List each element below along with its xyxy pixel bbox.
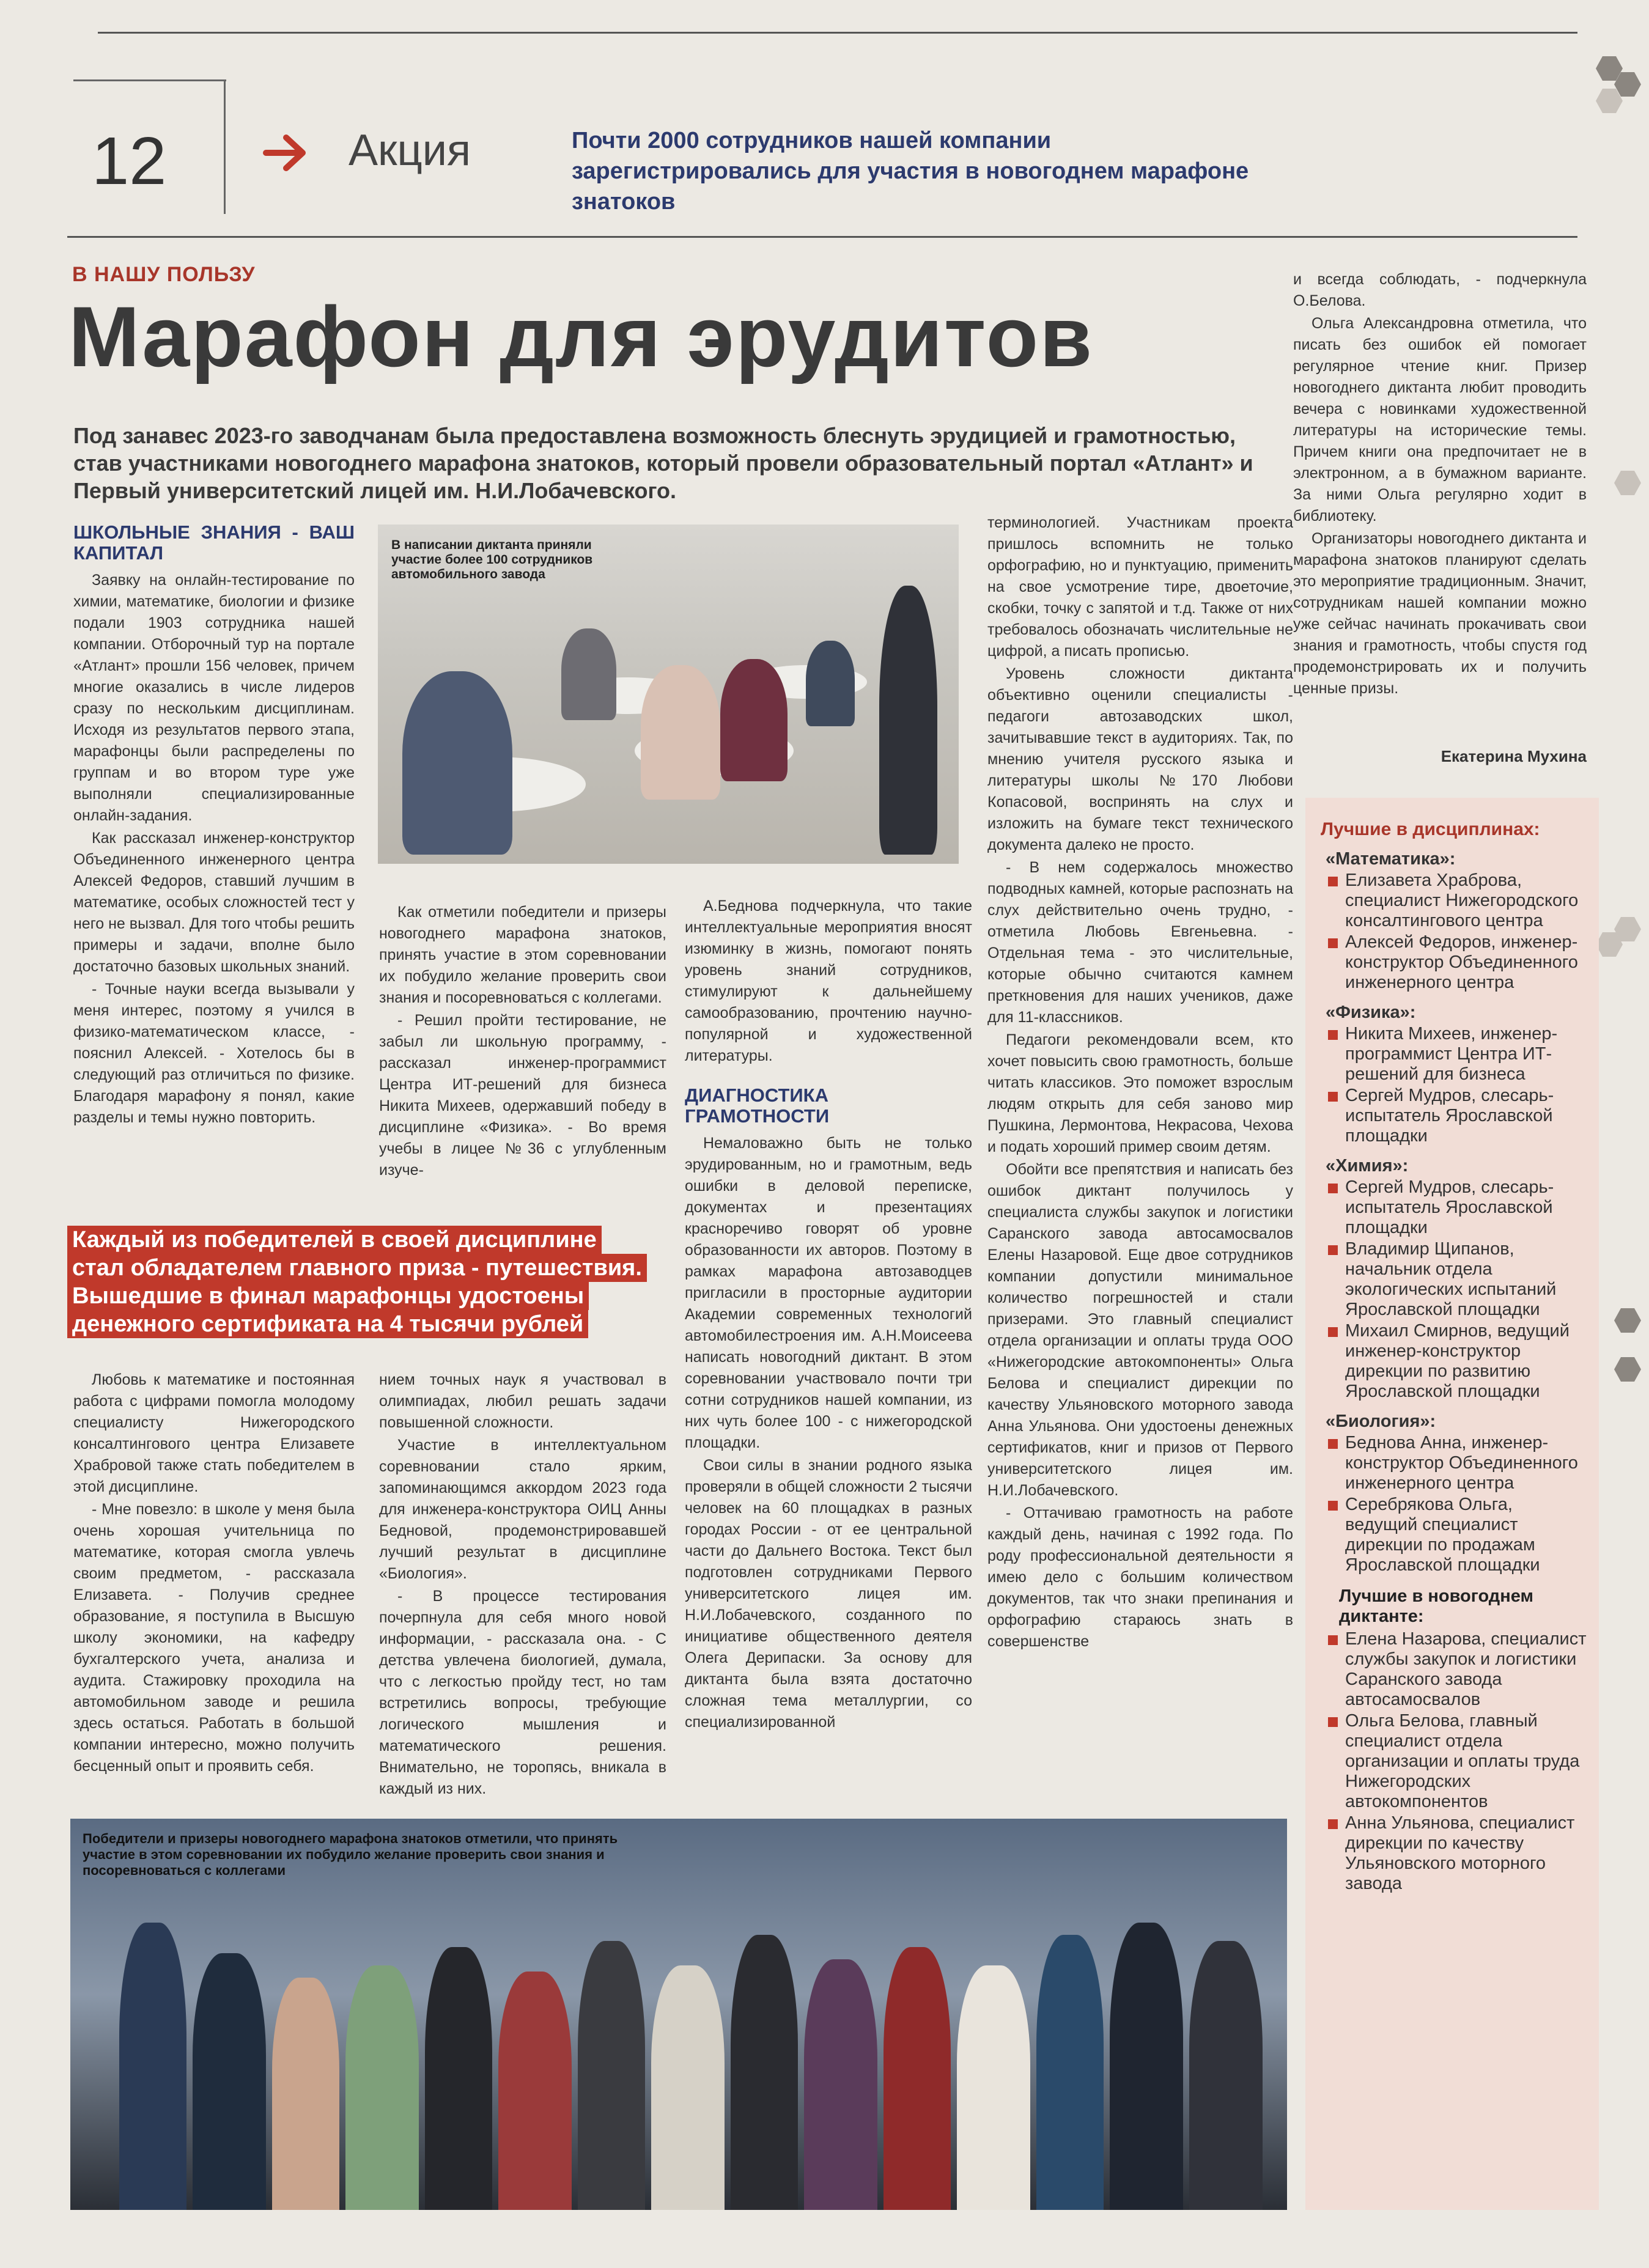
winner-item: Алексей Федоров, инженер-конструктор Объединенного инженерного центра bbox=[1321, 932, 1590, 993]
winner-item: Анна Ульянова, специалист дирекции по качеству Ульяновского моторного завода bbox=[1321, 1813, 1590, 1894]
winner-item: Елизавета Храброва, специалист Нижегородского консалтингового центра bbox=[1321, 871, 1590, 931]
header-divider bbox=[224, 79, 226, 214]
sidebar-title: Лучшие в дисциплинах: bbox=[1321, 819, 1540, 839]
paragraph: Заявку на онлайн-тестирование по химии, математике, биологии и физике подали 1903 сотрудника нашей компании. Отборочный тур на портале «Атлант» прошли 156 человек, причем многие оказались в числе лидеров сразу по нескольким дисциплинам. Исходя из результатов первого этапа, марафонцы были распределены по группам и во втором туре уже выполняли специализированные онлайн-задания. bbox=[73, 572, 355, 824]
winner-item: Владимир Щипанов, начальник отдела экологических испытаний Ярославской площадки bbox=[1321, 1239, 1590, 1320]
paragraph: нием точных наук я участвовал в олимпиадах, любил решать задачи повышенной сложности. bbox=[379, 1371, 666, 1431]
subheading: ШКОЛЬНЫЕ ЗНАНИЯ - ВАШ КАПИТАЛ bbox=[73, 521, 355, 564]
paragraph: Уровень сложности диктанта объективно оценили специалисты - педагоги автозаводских школ, зачитывавшие текст в аудиториях. Так, по мнению учителя русского языка и литературы школы №170 Любови Копасовой, воспринять на слух и изложить на бумаге текст технического документа далеко не просто. bbox=[987, 665, 1293, 853]
article-column-2 bbox=[379, 902, 666, 1366]
paragraph: Как отметили победители и призеры новогоднего марафона знатоков, принять участие в этом соревновании их побудило желание проверить свои знания и посоревноваться с коллегами. bbox=[379, 904, 666, 1006]
paragraph: Как рассказал инженер-конструктор Объединенного инженерного центра Алексей Федоров, ставший лучшим в математике, особых сложностей тест у него не вызвал. Для того чтобы решить примеры и задачи, вполне было достаточно базовых школьных знаний. bbox=[73, 830, 355, 975]
header-bottom-rule bbox=[67, 236, 1577, 238]
subheading: ДИАГНОСТИКА ГРАМОТНОСТИ bbox=[685, 1084, 830, 1127]
article-column-1 bbox=[73, 518, 355, 1231]
paragraph: - Точные науки всегда вызывали у меня интерес, поэтому я учился в физико-математическом классе, - пояснил Алексей. - Хотелось бы в следующий раз отличиться по физике. Благодаря марафону я понял, какие разделы и темы нужно повторить. bbox=[73, 981, 355, 1126]
hexagon-decoration bbox=[1614, 471, 1641, 495]
section-title: Акция bbox=[349, 126, 471, 175]
paragraph: Обойти все препятствия и написать без ошибок диктант получилось у специалиста службы закупок и логистики Саранского завода автосамосвалов Елены Назаровой. Еще двое сотрудников компании допустили минимальное количество погрешностей и стали призерами. Это главный специалист отдела организации и оплаты труда ООО «Нижегородские автокомпоненты» Ольга Белова и специалист дирекции по качеству Ульяновского моторного завода Анна Ульянова. Они удостоены денежных сертификатов, книг и призов от Первого университетского лицея им. Н.И.Лобачевского. bbox=[987, 1161, 1293, 1499]
winner-item: Никита Михеев, инженер-программист Центра ИТ-решений для бизнеса bbox=[1321, 1024, 1590, 1084]
winner-item: Ольга Белова, главный специалист отдела организации и оплаты труда Нижегородских автокомпонентов bbox=[1321, 1711, 1590, 1812]
pull-quote-text: Каждый из победителей в своей дисциплине стал обладателем главного приза - путешествия. Вышедшие в финал марафонцы удостоены денежного сертификата на 4 тысячи рублей bbox=[67, 1226, 647, 1338]
page-number: 12 bbox=[92, 123, 167, 199]
discipline-heading: «Биология»: bbox=[1326, 1412, 1436, 1431]
header-deck: Почти 2000 сотрудников нашей компании зарегистрировались для участия в новогоднем марафоне знатоков bbox=[572, 128, 1249, 215]
article-column-5 bbox=[1293, 269, 1587, 758]
paragraph: Любовь к математике и постоянная работа с цифрами помогла молодому специалисту Нижегородского консалтингового центра Елизавете Храбровой также стать победителем в этой дисциплине. bbox=[73, 1371, 355, 1495]
article-title: Марафон для эрудитов bbox=[68, 289, 1094, 385]
winner-item: Михаил Смирнов, ведущий инженер-конструктор дирекции по развитию Ярославской площадки bbox=[1321, 1321, 1590, 1402]
paragraph: - Мне повезло: в школе у меня была очень хорошая учительница по математике, которая смогла увлечь своим предметом, - рассказала Елизавета. - Получив среднее образование, я поступила в Высшую школу экономики, на кафедру бухгалтерского учета, анализа и аудита. Стажировку проходила на автомобильном заводе и решила здесь остаться. Работать в большой компании интересно, можно получить бесценный опыт и проявить себя. bbox=[73, 1501, 355, 1775]
header-rule-short bbox=[73, 79, 226, 81]
top-rule bbox=[98, 32, 1577, 34]
paragraph: Ольга Александровна отметила, что писать без ошибок ей помогает регулярное чтение книг. Призер новогоднего диктанта любит проводить вечера с новинками художественной литературы на исторические темы. Причем книги она предпочитает не в электронном, а в бумажном варианте. За ними Ольга регулярно ходит в библиотеку. bbox=[1293, 315, 1587, 525]
winner-item: Сергей Мудров, слесарь-испытатель Ярославской площадки bbox=[1321, 1086, 1590, 1146]
article-column-1-lower bbox=[73, 1369, 355, 1797]
hexagon-decoration bbox=[1614, 1357, 1641, 1382]
article-column-4 bbox=[987, 512, 1293, 1797]
paragraph: - Решил пройти тестирование, не забыл ли школьную программу, - рассказал инженер-программист Центра ИТ-решений для бизнеса Никита Михеев, одержавший победу в дисциплине «Физика». - Во время учебы в лицее №36 с углубленным изуче- bbox=[379, 1012, 666, 1179]
discipline-heading: «Химия»: bbox=[1326, 1156, 1409, 1176]
paragraph: Участие в интеллектуальном соревновании стало ярким, запоминающимся аккордом 2023 года для инженера-конструктора ОИЦ Анны Бедновой, продемонстрировавшей лучший результат в дисциплине «Биология». bbox=[379, 1437, 666, 1582]
paragraph: А.Беднова подчеркнула, что такие интеллектуальные мероприятия вносят изюминку в жизнь, помогают понять уровень знаний сотрудников, стимулируют к дальнейшему самообразованию, прочтению научно-популярной и художественной литературы. bbox=[685, 897, 972, 1064]
discipline-heading: «Математика»: bbox=[1326, 849, 1456, 869]
author-signature: Екатерина Мухина bbox=[1441, 747, 1587, 765]
paragraph: Педагоги рекомендовали всем, кто хочет повысить свою грамотность, больше читать классиков. Это поможет взрослым людям открыть для себя заново мир Пушкина, Лермонтова, Некрасова, Чехова и подать хороший пример своим детям. bbox=[987, 1031, 1293, 1155]
paragraph: Свои силы в знании родного языка проверяли в общей сложности 2 тысячи человек на 60 площадках в разных городах России - от ее центральной части до Дальнего Востока. Текст был подготовлен сотрудниками Первого университетского лицея им. Н.И.Лобачевского, созданного по инициативе общественного деятеля Олега Дерипаски. За основу для диктанта была взята достаточно сложная тема металлургии, со специализированной bbox=[685, 1457, 972, 1731]
article-column-2-lower bbox=[379, 1369, 666, 1797]
winners-sidebar-content bbox=[1321, 813, 1590, 2201]
paragraph: Немаловажно быть не только эрудированным, но и грамотным, ведь ошибки в деловой переписке, документах и презентациях красноречиво говорят об уровне образованности их авторов. Поэтому в рамках марафона автозаводцев пригласили в просторные аудитории Академии современных технологий автомобилестроения им. А.Н.Моисеева написать новогодний диктант. В этом соревновании участвовало почти три сотни сотрудников нашей компании, из них чуть более 100 - с нижегородской площадки. bbox=[685, 1135, 972, 1451]
paragraph: - Оттачиваю грамотность на работе каждый день, начиная с 1992 года. По роду профессиональной деятельности я имею дело с большим количеством документов, так что знаки препинания и орфографию стараюсь знать в совершенстве bbox=[987, 1504, 1293, 1650]
winner-item: Беднова Анна, инженер-конструктор Объединенного инженерного центра bbox=[1321, 1433, 1590, 1493]
photo-caption: В написании диктанта приняли участие более 100 сотрудников автомобильного завода bbox=[391, 538, 593, 581]
winner-item: Сергей Мудров, слесарь-испытатель Ярославской площадки bbox=[1321, 1177, 1590, 1238]
winner-item: Елена Назарова, специалист службы закупок и логистики Саранского завода автосамосвалов bbox=[1321, 1629, 1590, 1710]
photo-caption: Победители и призеры новогоднего марафона знатоков отметили, что принять участие в этом соревновании их побудило желание проверить свои знания и посоревноваться с коллегами bbox=[83, 1831, 618, 1878]
paragraph: - В процессе тестирования почерпнула для себя много новой информации, - рассказала она. - С детства увлечена биологией, думала, что с легкостью пройду тест, но там встретились вопросы, требующие логического мышления и математического решения. Внимательно, не торопясь, вникала в каждый из них. bbox=[379, 1588, 666, 1797]
article-column-3 bbox=[685, 896, 972, 1797]
paragraph: терминологией. Участникам проекта пришлось вспомнить не только орфографию, но и пунктуацию, применить на свое усмотрение тире, двоеточие, скобки, точку с запятой и т.д. Также от них требовалось обозначать числительные не цифрой, а писать прописью. bbox=[987, 514, 1293, 660]
article-lead: Под занавес 2023-го заводчанам была предоставлена возможность блеснуть эрудицией и грамотностью, став участниками новогоднего марафона знатоков, который провели образовательный портал «Атлант» и Первый университетский лицей им. Н.И.Лобачевского. bbox=[73, 423, 1253, 503]
dictation-winners-heading: Лучшие в новогоднем диктанте: bbox=[1339, 1586, 1533, 1626]
paragraph: - В нем содержалось множество подводных камней, которые распознать на слух действительно очень трудно, - отметила Любовь Евгеньевна. - Отдельная тема - это числительные, которые обычно считаются камнем преткновения для наших учеников, даже для 11-классников. bbox=[987, 859, 1293, 1026]
paragraph: и всегда соблюдать, - подчеркнула О.Белова. bbox=[1293, 271, 1587, 309]
article-rubric: В НАШУ ПОЛЬЗУ bbox=[72, 263, 256, 286]
winner-item: Серебрякова Ольга, ведущий специалист дирекции по продажам Ярославской площадки bbox=[1321, 1495, 1590, 1575]
discipline-heading: «Физика»: bbox=[1326, 1003, 1416, 1022]
arrow-right-icon bbox=[263, 131, 312, 174]
hexagon-decoration bbox=[1614, 1308, 1641, 1333]
paragraph: Организаторы новогоднего диктанта и марафона знатоков планируют сделать это мероприятие традиционным. Значит, сотрудникам нашей компании можно уже сейчас начинать прокачивать свои знания и грамотность, чтобы спустя год продемонстрировать их и получить ценные призы. bbox=[1293, 530, 1587, 697]
